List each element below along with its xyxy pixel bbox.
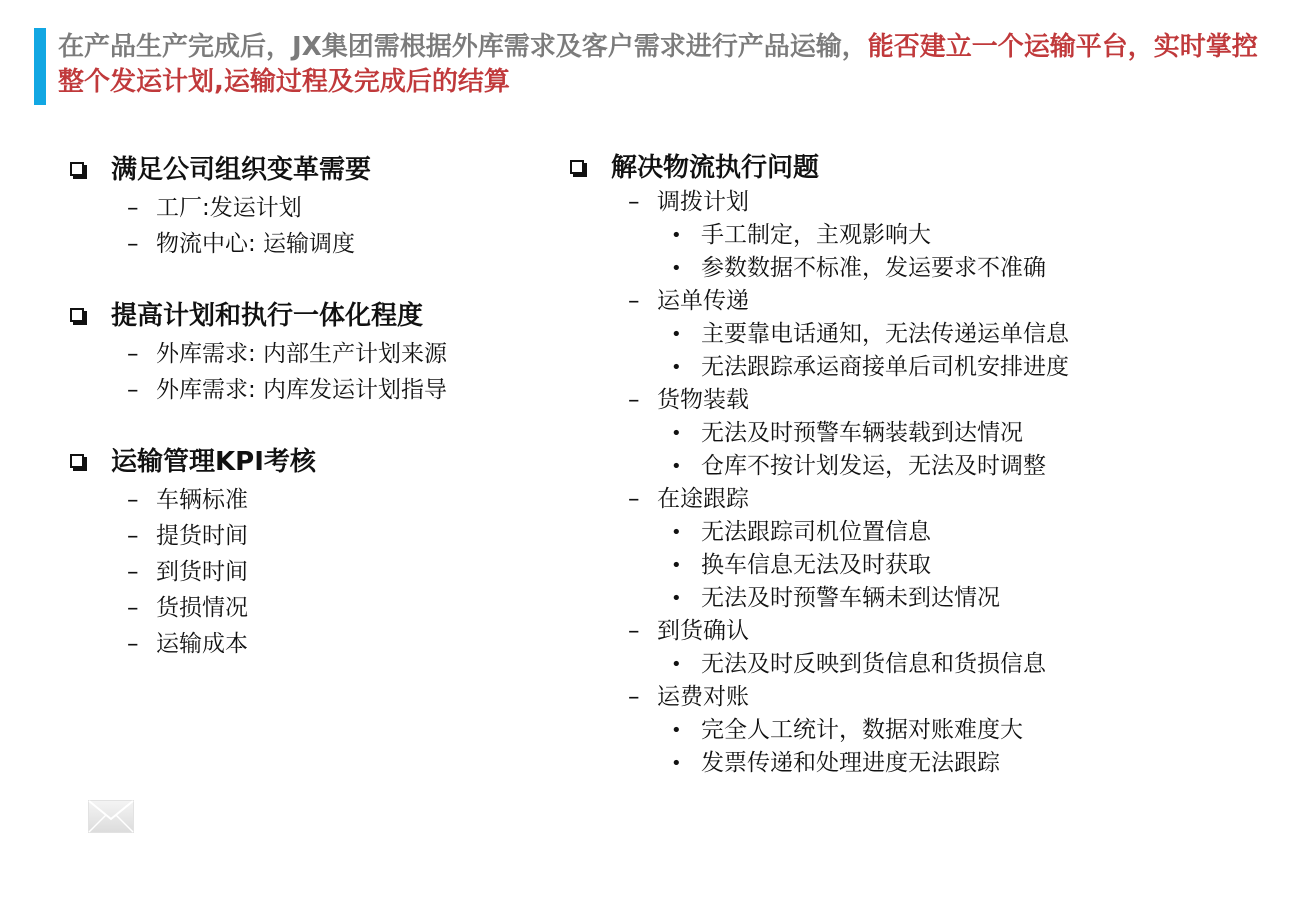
dash-marker: – (127, 195, 139, 221)
list-item (68, 590, 538, 626)
section-org-change (68, 150, 538, 262)
mail-icon (88, 800, 134, 833)
section-logistics-issues (568, 150, 1268, 780)
group-label-text: 货物装载 (657, 387, 749, 413)
dash-marker: – (628, 387, 640, 413)
dash-marker: – (127, 487, 139, 513)
list-item-text: 货损情况 (156, 595, 248, 621)
right-column (568, 150, 1268, 780)
dash-marker: – (127, 231, 139, 257)
group-label (568, 384, 1268, 417)
bullet-item (568, 582, 1268, 615)
group-label-text: 在途跟踪 (657, 486, 749, 512)
bullet-item (568, 417, 1268, 450)
section-heading-text: 解决物流执行问题 (611, 153, 820, 183)
list-item (68, 482, 538, 518)
group-label (568, 483, 1268, 516)
bullet-text: 参数数据不标准，发运要求不准确 (701, 255, 1046, 281)
list-item-text: 提货时间 (156, 523, 248, 549)
dash-marker: – (127, 595, 139, 621)
bullet-item (568, 714, 1268, 747)
bullet-marker: • (671, 357, 682, 378)
section-heading (568, 150, 1268, 186)
bullet-marker: • (671, 423, 682, 444)
title-highlight-text: 能否建立一个运输平台，实时掌控整个发运计划,运输过程及完成后的结算 (58, 32, 1258, 97)
section-heading-text: 满足公司组织变革需要 (111, 155, 372, 185)
group-label (568, 186, 1268, 219)
bullet-text: 完全人工统计，数据对账难度大 (701, 717, 1023, 743)
list-item-text: 到货时间 (156, 559, 248, 585)
checkbox-icon (70, 454, 84, 468)
list-item-text: 工厂:发运计划 (156, 195, 302, 221)
title-accent-bar (34, 28, 46, 105)
bullet-marker: • (671, 258, 682, 279)
section-kpi (68, 442, 538, 662)
bullet-marker: • (671, 522, 682, 543)
bullet-text: 无法跟踪司机位置信息 (701, 519, 931, 545)
bullet-marker: • (671, 225, 682, 246)
list-item-text: 运输成本 (156, 631, 248, 657)
bullet-marker: • (671, 588, 682, 609)
dash-marker: – (628, 486, 640, 512)
dash-marker: – (127, 377, 139, 403)
group-label (568, 681, 1268, 714)
list-item (68, 336, 538, 372)
bullet-marker: • (671, 720, 682, 741)
section-heading-text: 运输管理KPI考核 (111, 447, 316, 477)
bullet-item (568, 219, 1268, 252)
bullet-text: 仓库不按计划发运，无法及时调整 (701, 453, 1046, 479)
list-item-text: 物流中心: 运输调度 (156, 231, 356, 257)
dash-marker: – (127, 341, 139, 367)
list-item-text: 车辆标准 (156, 487, 248, 513)
bullet-text: 主要靠电话通知，无法传递运单信息 (701, 321, 1069, 347)
section-heading (68, 442, 538, 482)
left-column (68, 150, 538, 662)
list-item (68, 190, 538, 226)
bullet-marker: • (671, 753, 682, 774)
bullet-item (568, 318, 1268, 351)
group-label-text: 运费对账 (657, 684, 749, 710)
checkbox-icon (570, 160, 584, 174)
group-label-text: 调拨计划 (657, 189, 749, 215)
list-item-text: 外库需求: 内部生产计划来源 (156, 341, 448, 367)
bullet-item (568, 252, 1268, 285)
list-item (68, 372, 538, 408)
page-title (58, 30, 1283, 100)
dash-marker: – (628, 618, 640, 644)
section-heading (68, 150, 538, 190)
group-label (568, 285, 1268, 318)
list-item-text: 外库需求: 内库发运计划指导 (156, 377, 448, 403)
list-item (68, 626, 538, 662)
bullet-marker: • (671, 324, 682, 345)
section-heading (68, 296, 538, 336)
bullet-item (568, 747, 1268, 780)
bullet-marker: • (671, 456, 682, 477)
title-normal-text: 在产品生产完成后，JX集团需根据外库需求及客户需求进行产品运输， (58, 32, 868, 62)
group-label (568, 615, 1268, 648)
section-heading-text: 提高计划和执行一体化程度 (111, 301, 424, 331)
checkbox-icon (70, 308, 84, 322)
bullet-text: 换车信息无法及时获取 (701, 552, 931, 578)
dash-marker: – (628, 288, 640, 314)
bullet-text: 发票传递和处理进度无法跟踪 (701, 750, 1000, 776)
section-integration (68, 296, 538, 408)
list-item (68, 226, 538, 262)
dash-marker: – (127, 631, 139, 657)
bullet-text: 手工制定，主观影响大 (701, 222, 931, 248)
bullet-text: 无法及时预警车辆装载到达情况 (701, 420, 1023, 446)
dash-marker: – (127, 559, 139, 585)
bullet-item (568, 549, 1268, 582)
list-item (68, 554, 538, 590)
list-item (68, 518, 538, 554)
group-label-text: 到货确认 (657, 618, 749, 644)
bullet-item (568, 648, 1268, 681)
bullet-item (568, 516, 1268, 549)
bullet-marker: • (671, 654, 682, 675)
checkbox-icon (70, 162, 84, 176)
dash-marker: – (127, 523, 139, 549)
bullet-text: 无法跟踪承运商接单后司机安排进度 (701, 354, 1069, 380)
bullet-item (568, 351, 1268, 384)
bullet-item (568, 450, 1268, 483)
bullet-marker: • (671, 555, 682, 576)
dash-marker: – (628, 189, 640, 215)
bullet-text: 无法及时预警车辆未到达情况 (701, 585, 1000, 611)
dash-marker: – (628, 684, 640, 710)
bullet-text: 无法及时反映到货信息和货损信息 (701, 651, 1046, 677)
group-label-text: 运单传递 (657, 288, 749, 314)
